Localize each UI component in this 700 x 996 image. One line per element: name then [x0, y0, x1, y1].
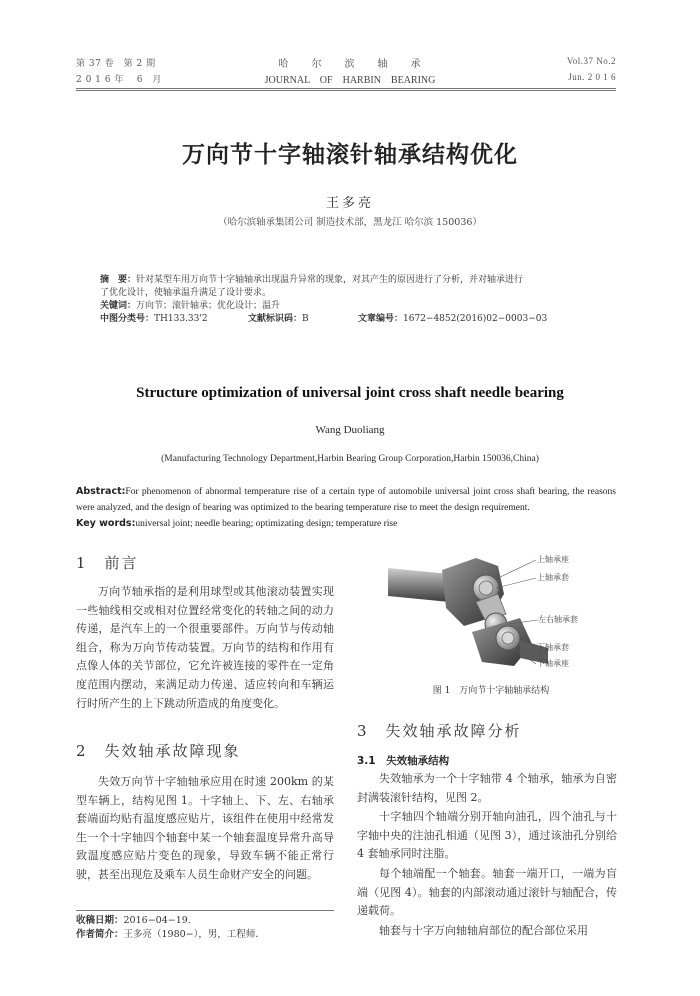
section-1-title: 1 前言: [76, 554, 139, 572]
abstract-en-text: For phenomenon of abnormal temperature rise of a certain type of automobile universal joint cross shaft bearing, the reasons were analyzed, and the design of bearing was optimized to the bearing temperature rise to meet the design requirement.: [76, 487, 616, 513]
author-bio-label: 作者简介：: [76, 929, 124, 940]
article-number: 1672−4852(2016)02−0003−03: [403, 314, 548, 324]
abstract-cn-line2: 了优化设计，使轴承温升满足了设计要求。: [100, 288, 272, 298]
keywords-en-label: Key words:: [76, 518, 136, 529]
section-3-1-paragraph-3: 每个轴端配一个轴套。轴套一端开口，一端为盲端（见图 4）。轴套的内部滚动通过滚针与轴配合，传递载荷。: [357, 867, 617, 918]
callout-side-bearing-sleeve: 左右轴承套: [538, 615, 578, 624]
section-3-1-title: 3.1 失效轴承结构: [357, 755, 450, 767]
received-label: 收稿日期：: [76, 915, 124, 926]
journal-name-en: JOURNAL OF HARBIN BEARING: [264, 75, 436, 86]
section-2-title: 2 失效轴承故障现象: [76, 742, 241, 760]
figure-1-drawing: [380, 548, 620, 680]
author-en: Wang Duoliang: [315, 424, 385, 436]
journal-name-cn: 哈 尔 滨 轴 承: [278, 59, 422, 70]
header-rule-2: [76, 90, 616, 91]
header-rule: [76, 88, 616, 89]
received-date: 2016−04−19.: [123, 915, 191, 926]
section-3-1-paragraph-1: 失效轴承为一个十字轴带 4 个轴承，轴承为自密封满装滚针结构，见图 2。: [357, 772, 617, 804]
clc-label: 中图分类号：: [100, 314, 155, 324]
doc-code: B: [302, 314, 309, 324]
affiliation-en: (Manufacturing Technology Department,Harbin Bearing Group Corporation,Harbin 150036,China): [161, 454, 539, 464]
section-3-1-paragraph-4: 轴套与十字万向轴轴肩部位的配合部位采用: [379, 924, 588, 937]
paper-title-cn: 万向节十字轴滚针轴承结构优化: [182, 142, 518, 168]
callout-lower-bearing-sleeve: 下轴承套: [537, 643, 569, 652]
article-number-label: 文章编号：: [358, 314, 404, 324]
header-date: 2 0 1 6 年 6 月: [76, 75, 162, 85]
section-1-paragraph: 万向节轴承指的是利用球型或其他滚动装置实现一些轴线相交或相对位置经常变化的转轴之间的动力传递，是汽车上的一个很重要部件。万向节与传动轴组合，称为万向节传动装置。万向节的结构和作用有点像人体的关节部位，它允许被连接的零件在一定角度范围内摆动，来满足动力传递、适应转向和车辆运行时所产生的上下跳动所造成的角度变化。: [76, 585, 334, 710]
keywords-cn-label: 关键词：: [100, 301, 137, 311]
author-cn: 王多亮: [325, 196, 374, 211]
header-date-en: Jun. 2 0 1 6: [568, 72, 616, 82]
section-3-title: 3 失效轴承故障分析: [357, 722, 522, 740]
section-3-1-paragraph-2: 十字轴四个轴端分别开轴向油孔，四个油孔与十字轴中央的注油孔相通（见图 3），通过该油孔分别给 4 套轴承同时注脂。: [357, 810, 617, 861]
callout-upper-bearing-sleeve: 上轴承套: [537, 573, 569, 582]
abstract-cn-line1: 针对某型车用万向节十字轴轴承出现温升异常的现象，对其产生的原因进行了分析，并对轴承进行: [136, 275, 524, 285]
header-volume: 第 37 卷 第 2 期: [76, 59, 156, 69]
doc-code-label: 文献标识码：: [248, 314, 303, 324]
figure-1: [380, 548, 620, 680]
header-volume-en: Vol.37 No.2: [566, 56, 616, 66]
paper-title-en: Structure optimization of universal joint cross shaft needle bearing: [136, 385, 564, 401]
affiliation-cn: （哈尔滨轴承集团公司 制造技术部，黑龙江 哈尔滨 150036）: [218, 217, 482, 228]
footnote-rule: [76, 910, 334, 911]
clc-number: TH133.33'2: [154, 314, 208, 324]
figure-1-caption: 图 1 万向节十字轴轴承结构: [432, 686, 550, 696]
callout-lower-bearing-seat: 下轴承座: [537, 659, 569, 668]
keywords-cn: 万向节；滚针轴承；优化设计；温升: [136, 301, 281, 311]
keywords-en: universal joint; needle bearing; optimizating design; temperature rise: [135, 519, 398, 529]
abstract-en: [76, 484, 616, 532]
callout-upper-bearing-seat: 上轴承座: [537, 555, 569, 564]
abstract-cn: [100, 274, 600, 326]
author-bio: 王多亮（1980−），男，工程师．: [123, 929, 265, 940]
abstract-en-label: Abstract:: [76, 486, 126, 497]
section-2-paragraph: 失效万向节十字轴轴承应用在时速 200km 的某型车辆上，结构见图 1。十字轴上、下、左、右轴承套端面均贴有温度感应贴片，该组件在使用中经常发生一个十字轴四个轴套中某一个轴套温度异常升高导致温度感应贴片变色的现象，导致车辆不能正常行驶，甚至出现危及乘车人员生命财产安全的问题。: [76, 775, 334, 881]
abstract-cn-label: 摘 要：: [100, 275, 137, 285]
footnote: [76, 914, 265, 942]
